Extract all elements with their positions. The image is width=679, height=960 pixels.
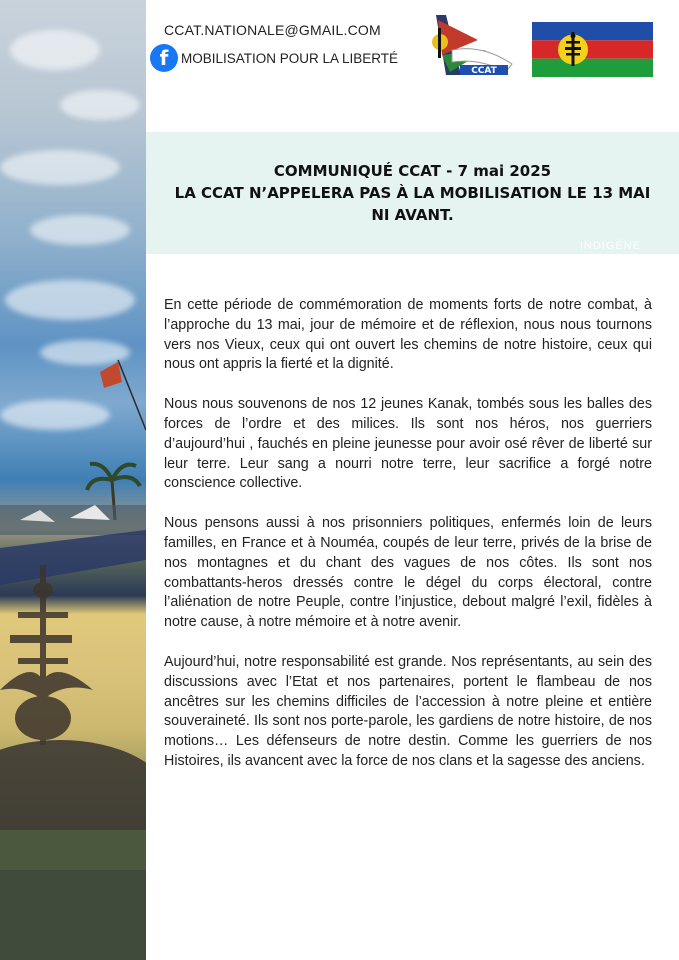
facebook-label: MOBILISATION POUR LA LIBERTÉ	[181, 50, 399, 66]
facebook-icon: f	[150, 44, 178, 72]
title-line-1: COMMUNIQUÉ CCAT - 7 mai 2025	[273, 162, 552, 180]
paragraph: Nous pensons aussi à nos prisonniers politiques, enfermés loin de leurs familles, en France et à Nouméa, coupés de leur terre, privés de la brise de nos montagnes et du chant des vagues de nos côtes. Ils sont nos combattants-heros dressés contre le dégel du corps électoral, contre l’aliénation de notre Peuple, contre l’injustice, debout malgré l’exil, fidèles à notre cause, à notre mémoire et à notre avenir.	[164, 515, 652, 631]
side-photo	[0, 0, 146, 960]
title-line-3: NI AVANT.	[371, 206, 454, 224]
paragraph: En cette période de commémoration de moments forts de notre combat, à l’approche du 13 mai, jour de mémoire et de réflexion, nous nous tournons vers nos Vieux, ceux qui ont ouvert les chemins de notre histoire, ceux qui nous ont appris la fierté et la dignité.	[164, 297, 652, 373]
contact-email[interactable]: CCAT.NATIONALE@GMAIL.COM	[164, 22, 381, 38]
kanaky-flag	[532, 22, 653, 77]
header	[146, 0, 679, 132]
ccat-logo	[416, 10, 516, 82]
facebook-link[interactable]	[150, 44, 398, 72]
logo-text: CCAT	[471, 66, 497, 76]
watermark: INDIGÈNE	[579, 240, 641, 252]
paragraph: Aujourd’hui, notre responsabilité est grande. Nos représentants, au sein des discussions avec l’Etat et nos partenaires, portent le flambeau de nos ancêtres sur les chemins difficiles de l’accession à notre pleine et entière souveraineté. Ils sont nos porte-parole, les gardiens de notre histoire, de nos motions… Les défenseurs de notre destin. Comme les guerriers de nos Histoires, ils avancent avec la force de nos clans et la sagesse des anciens.	[164, 653, 652, 769]
title-line-2: LA CCAT N’APPELERA PAS À LA MOBILISATION LE 13 MAI	[174, 184, 651, 202]
communique-title	[146, 160, 679, 226]
side-photo-art	[0, 0, 146, 960]
paragraph: Nous nous souvenons de nos 12 jeunes Kanak, tombés sous les balles des forces de l’ordre et des milices. Ils sont nos héros, nos guerriers d’aujourd’hui , fauchés en pleine jeunesse pour avoir osé rêver de liberté sur leur terre. Leur sang a nourri notre terre, leur sacrifice a forgé notre conscience collective.	[164, 396, 652, 492]
communique-body	[164, 296, 652, 792]
title-banner	[146, 132, 679, 254]
